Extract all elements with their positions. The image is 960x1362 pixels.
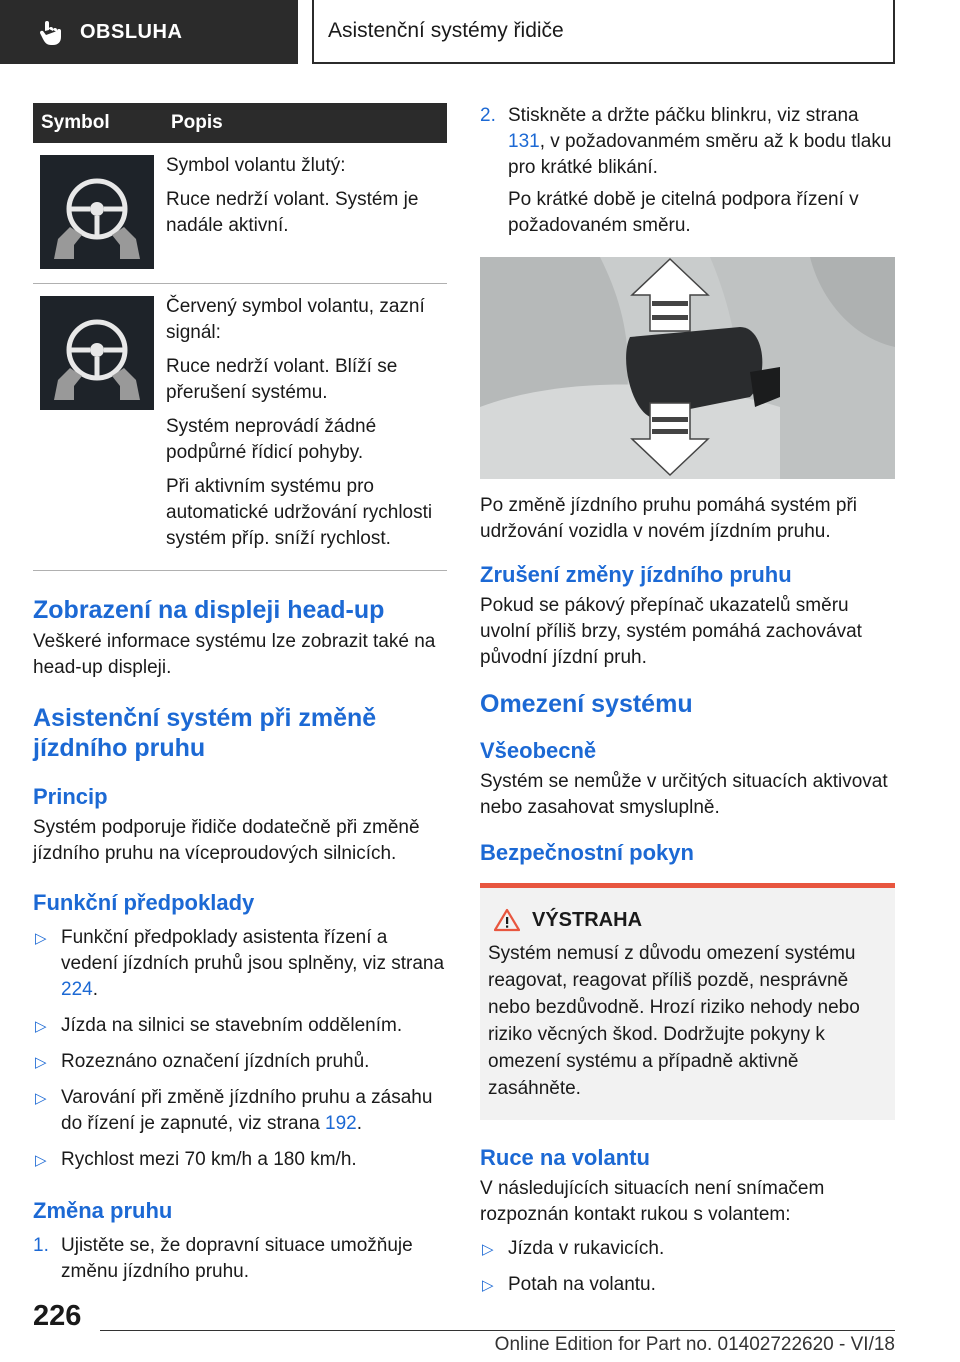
footer-edition: Online Edition for Part no. 01402722620 - VI/18 <box>494 1334 895 1355</box>
row2-line2: Ruce nedrží volant. Blíží se přerušení systému. <box>166 356 398 403</box>
list-item: ▷ Varování při změně jízdního pruhu a zásahu do řízení je zapnuté, viz strana 192. <box>35 1087 433 1134</box>
bullet-triangle-icon: ▷ <box>35 1090 47 1107</box>
hud-text: Veškeré informace systému lze zobrazit také na head-up displeji. <box>33 631 436 678</box>
bullet-triangle-icon: ▷ <box>35 930 47 947</box>
page-link-131[interactable]: 131 <box>508 131 540 152</box>
steps-list <box>33 1233 447 1285</box>
row2-line4: Při aktivním systému pro automatické udržování rychlosti systém příp. sníží rychlost. <box>166 476 433 549</box>
steering-wheel-hands-red-icon <box>40 296 154 410</box>
warning-triangle-icon <box>494 908 520 932</box>
page-link-224[interactable]: 224 <box>61 979 93 1000</box>
bullet-triangle-icon: ▷ <box>35 1054 47 1071</box>
list-item: ▷ Rozeznáno označení jízdních pruhů. <box>33 1049 447 1075</box>
turn-signal-lever-drawing <box>480 257 895 479</box>
bullet-triangle-icon: ▷ <box>482 1277 494 1294</box>
general-heading: Všeobecně <box>480 738 597 763</box>
row2-line3: Systém neprovádí žádné podpůrné řídicí pohyby. <box>166 416 377 463</box>
list-item: ▷ Jízda na silnici se stavebním oddělením. <box>33 1013 447 1039</box>
general-text: Systém se nemůže v určitých situacích aktivovat nebo zasahovat smysluplně. <box>480 771 888 818</box>
limits-heading: Omezení systému <box>480 690 693 718</box>
page-link-192[interactable]: 192 <box>325 1113 357 1134</box>
bullet-triangle-icon: ▷ <box>35 1018 47 1035</box>
cancel-heading: Zrušení změny jízdního pruhu <box>480 562 792 587</box>
change-heading: Změna pruhu <box>33 1198 173 1223</box>
symbol-table <box>33 103 447 571</box>
prereq-heading: Funkční předpoklady <box>33 890 255 915</box>
right-column <box>480 103 895 1308</box>
list-item: ▷ Potah na volantu. <box>480 1272 895 1298</box>
safety-heading: Bezpečnostní pokyn <box>480 840 694 865</box>
hand-pointer-icon <box>36 17 66 47</box>
chapter-label: Asistenční systémy řidiče <box>328 19 564 42</box>
warning-title: VÝSTRAHA <box>532 908 643 931</box>
section-tab <box>0 0 298 64</box>
row1-line1: Symbol volantu žlutý: <box>166 155 346 176</box>
list-item: 1. Ujistěte se, že dopravní situace umožňuje změnu jízdního pruhu. <box>33 1235 413 1282</box>
table-row <box>33 143 447 284</box>
hud-heading: Zobrazení na displeji head-up <box>33 596 385 624</box>
row1-line2: Ruce nedrží volant. Systém je nadále aktivní. <box>166 189 419 236</box>
symbol-col-header: Symbol <box>33 103 163 143</box>
hands-text: V následujících situacích není snímačem rozpoznán kontakt rukou s volantem: <box>480 1178 825 1225</box>
chapter-title <box>312 0 895 64</box>
section-label: OBSLUHA <box>80 20 183 43</box>
list-item: 2. Stiskněte a držte páčku blinkru, viz strana 131, v požadovanmém směru až k bodu tlaku pro krátké blikání. Po krátké době je citelná podpora řízení v požadovaném směru. <box>480 103 895 239</box>
steps-list-continued <box>480 103 895 239</box>
cancel-text: Pokud se pákový přepínač ukazatelů směru uvolní příliš brzy, systém pomáhá zachovávat původní jízdní pruh. <box>480 595 862 668</box>
table-row <box>33 284 447 571</box>
principle-heading: Princip <box>33 784 108 809</box>
turn-signal-lever-illustration <box>480 257 895 479</box>
principle-text: Systém podporuje řidiče dodatečně při změně jízdního pruhu na víceproudových silnicích. <box>33 817 420 864</box>
hands-heading: Ruce na volantu <box>480 1145 650 1170</box>
prereq-list <box>33 925 447 1173</box>
hands-list <box>480 1236 895 1298</box>
after-change-text: Po změně jízdního pruhu pomáhá systém při udržování vozidla v novém jízdním pruhu. <box>480 495 858 542</box>
warning-text: Systém nemusí z důvodu omezení systému reagovat, reagovat příliš pozdě, nesprávně nebo bezdůvodně. Hrozí riziko nehody nebo riziko věcných škod. Dodržujte pokyny k omezení systému a případně aktivně zasáhněte. <box>488 943 860 1099</box>
step2-note: Po krátké době je citelná podpora řízení v požadovaném směru. <box>508 189 859 236</box>
list-item: ▷ Funkční předpoklady asistenta řízení a vedení jízdních pruhů jsou splněny, viz strana 224. <box>35 927 445 1000</box>
list-item: ▷ Rychlost mezi 70 km/h a 180 km/h. <box>33 1147 447 1173</box>
steering-wheel-hands-yellow-icon <box>40 155 154 269</box>
bullet-triangle-icon: ▷ <box>35 1152 47 1169</box>
lane-change-heading: Asistenční systém při změně jízdního pruhu <box>33 704 377 762</box>
list-item: ▷ Jízda v rukavicích. <box>480 1236 895 1262</box>
bullet-triangle-icon: ▷ <box>482 1241 494 1258</box>
row2-line1: Červený symbol volantu, zazní signál: <box>166 296 425 343</box>
description-col-header: Popis <box>163 103 447 143</box>
page-number: 226 <box>33 1300 82 1332</box>
warning-box <box>480 883 895 1120</box>
left-column <box>33 103 447 1293</box>
